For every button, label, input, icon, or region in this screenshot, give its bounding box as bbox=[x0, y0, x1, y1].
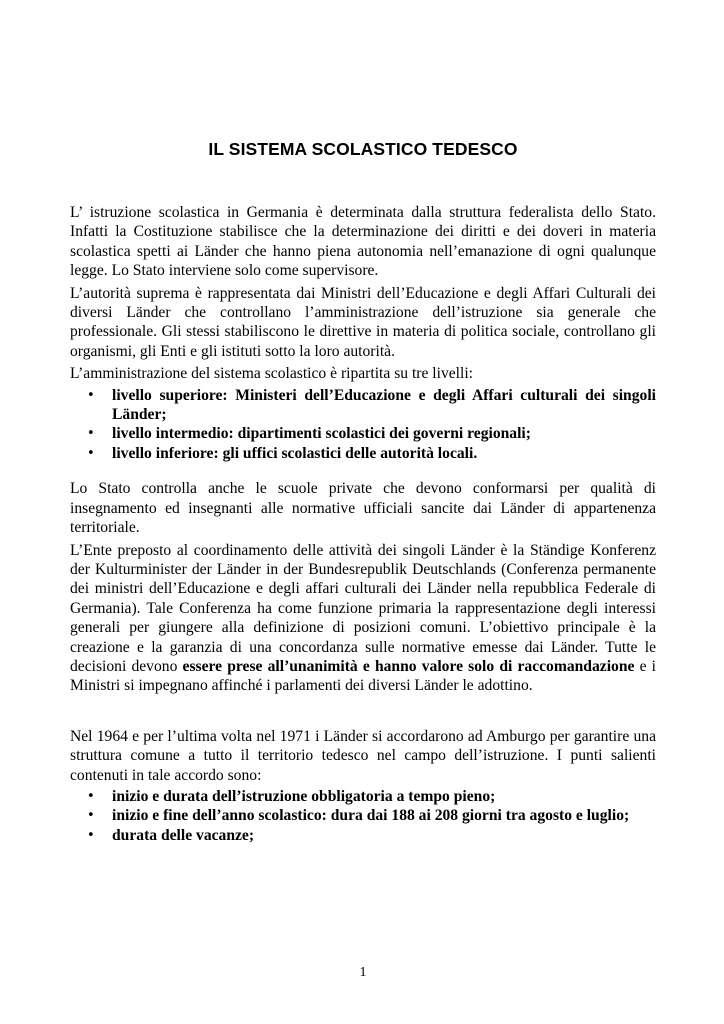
paragraph-conference bbox=[70, 541, 656, 696]
paragraph-private-schools: Lo Stato controlla anche le scuole private che devono conformarsi per qualità di insegnamento ed insegnanti alle normative ufficiali sancite dai Länder di appartenenza territoriale. bbox=[70, 480, 656, 537]
list-item-text: inizio e fine dell’anno scolastico: dura dai 188 ai 208 giorni tra agosto e luglio; bbox=[112, 807, 630, 825]
document-body bbox=[70, 203, 656, 845]
list-item-text: durata delle vacanze; bbox=[112, 826, 255, 844]
list-item-text: inizio e durata dell’istruzione obbligatoria a tempo pieno; bbox=[112, 787, 496, 805]
paragraph-conference-text-end: e i Ministri si impegnano affinché i parlamenti dei diversi Länder le adottino. bbox=[70, 657, 656, 695]
paragraph-intro: L’ istruzione scolastica in Germania è determinata dalla struttura federalista dello Stato. Infatti la Costituzione stabilisce che la determinazione dei diritti e dei doveri in materia scolastica spetti ai Länder che hanno piena autonomia nell’emanazione di ogni qualunque legge. Lo Stato interviene solo come supervisore. bbox=[70, 204, 656, 280]
spacer bbox=[70, 699, 656, 727]
bullet-icon: • bbox=[87, 788, 95, 804]
bullet-icon: • bbox=[87, 387, 95, 403]
list-item bbox=[70, 826, 656, 845]
paragraph-authority: L’autorità suprema è rappresentata dai Ministri dell’Educazione e degli Affari Culturali dei diversi Länder che controllano l’amministrazione dell’istruzione sia generale che professionale. Gli stessi stabiliscono le direttive in materia di politica sociale, controllano gli organismi, gli Enti e gli istituti sotto la loro autorità. bbox=[70, 284, 656, 360]
levels-list bbox=[70, 386, 656, 464]
bullet-icon: • bbox=[87, 426, 95, 442]
agreement-points-list bbox=[70, 787, 656, 845]
page-title: IL SISTEMA SCOLASTICO TEDESCO bbox=[208, 139, 518, 159]
list-item bbox=[70, 806, 656, 825]
document-page bbox=[70, 0, 656, 1024]
paragraph-conference-bold: essere prese all’unanimità e hanno valore solo di raccomandazione bbox=[182, 657, 635, 675]
paragraph-agreement: Nel 1964 e per l’ultima volta nel 1971 i Länder si accordarono ad Amburgo per garantire una struttura comune a tutto il territorio tedesco nel campo dell’istruzione. I punti salienti contenuti in tale accordo sono: bbox=[70, 727, 656, 784]
list-item-text: livello intermedio: dipartimenti scolastici dei governi regionali; bbox=[112, 425, 531, 443]
paragraph-levels-intro: L’amministrazione del sistema scolastico è ripartita su tre livelli: bbox=[70, 365, 474, 383]
spacer bbox=[70, 463, 656, 479]
list-item-text: livello inferiore: gli uffici scolastici delle autorità locali. bbox=[112, 444, 478, 462]
page-number: 1 bbox=[359, 965, 367, 980]
list-item bbox=[70, 444, 656, 463]
bullet-icon: • bbox=[87, 445, 95, 461]
list-item bbox=[70, 424, 656, 443]
bullet-icon: • bbox=[87, 827, 95, 843]
bullet-icon: • bbox=[87, 808, 95, 824]
list-item bbox=[70, 386, 656, 425]
list-item-text: livello superiore: Ministeri dell’Educazione e degli Affari culturali dei singoli Länder; bbox=[112, 386, 656, 424]
list-item bbox=[70, 787, 656, 806]
paragraph-conference-text: L’Ente preposto al coordinamento delle attività dei singoli Länder è la Ständige Konferenz der Kulturminister der Länder in der Bundesrepublik Deutschlands (Conferenza permanente dei ministri dell’Educazione e degli affari culturali dei Länder nella repubblica Federale di Germania). Tale Conferenza ha come funzione primaria la rappresentazione degli interessi generali per giungere alla definizione di posizioni comuni. L’obiettivo principale è la creazione e la garanzia di una concordanza sulle normative emesse dai Länder. Tutte le decisioni devono bbox=[70, 541, 656, 675]
